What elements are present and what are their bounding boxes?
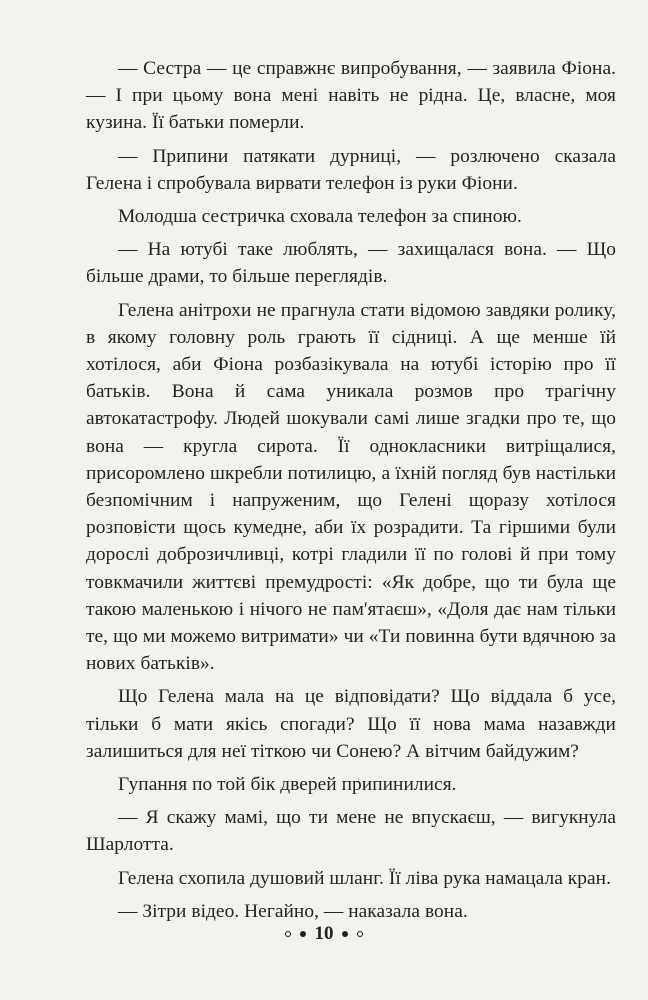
paragraph-10: — Зітри відео. Негайно, — наказала вона. [118,900,468,922]
paragraph-1: — Сестра — це справжнє випробування, — заявила Фіона. — І при цьому вона мені навіть не рідна. Це, власне, моя кузина. Її батьки померли. [86,58,616,134]
page-text [86,55,616,931]
filled-dot-ornament-icon [300,931,306,937]
page-footer [0,922,648,946]
page-number: 10 [314,923,334,944]
filled-dot-ornament-icon [342,931,348,937]
hollow-dot-ornament-icon [285,931,291,937]
paragraph-4: — На ютубі таке люблять, — захищалася вона. — Що більше драми, то більше переглядів. [86,239,616,288]
paragraph-2: — Припини патякати дурниці, — розлючено сказала Гелена і спробувала вирвати телефон із руки Фіони. [86,145,616,194]
paragraph-9: Гелена схопила душовий шланг. Її ліва рука намацала кран. [118,867,611,889]
paragraph-8: — Я скажу мамі, що ти мене не впускаєш, — вигукнула Шарлотта. [86,807,616,856]
paragraph-5: Гелена анітрохи не прагнула стати відомою завдяки ролику, в якому головну роль грають її сідниці. А ще менше їй хотілося, аби Фіона розбазікувала на ютубі історію про її батьків. Вона й сама уникала розмов про трагічну автокатастрофу. Людей шокували самі лише згадки про те, що вона — кругла сирота. Її однокласники витріщалися, присоромлено шкребли потилицю, а їхній погляд був настільки безпомічним і напруженим, що Гелені щоразу хотілося розповісти щось кумедне, аби їх розрадити. Та гіршими були дорослі доброзичливці, котрі гладили її по голові й при тому товкмачили життєві премудрості: «Як добре, що ти була ще такою маленькою і нічого не пам'ятаєш», «Доля дає нам тільки те, що ми можемо витримати» чи «Ти повинна бути вдячною за нових батьків». [86,299,616,675]
paragraph-6: Що Гелена мала на це відповідати? Що віддала б усе, тільки б мати якісь спогади? Що її нова мама назавжди залишиться для неї тіткою чи Сонею? А вітчим байдужим? [86,686,616,762]
paragraph-7: Гупання по той бік дверей припинилися. [118,774,457,796]
paragraph-3: Молодша сестричка сховала телефон за спиною. [118,206,522,228]
hollow-dot-ornament-icon [357,931,363,937]
